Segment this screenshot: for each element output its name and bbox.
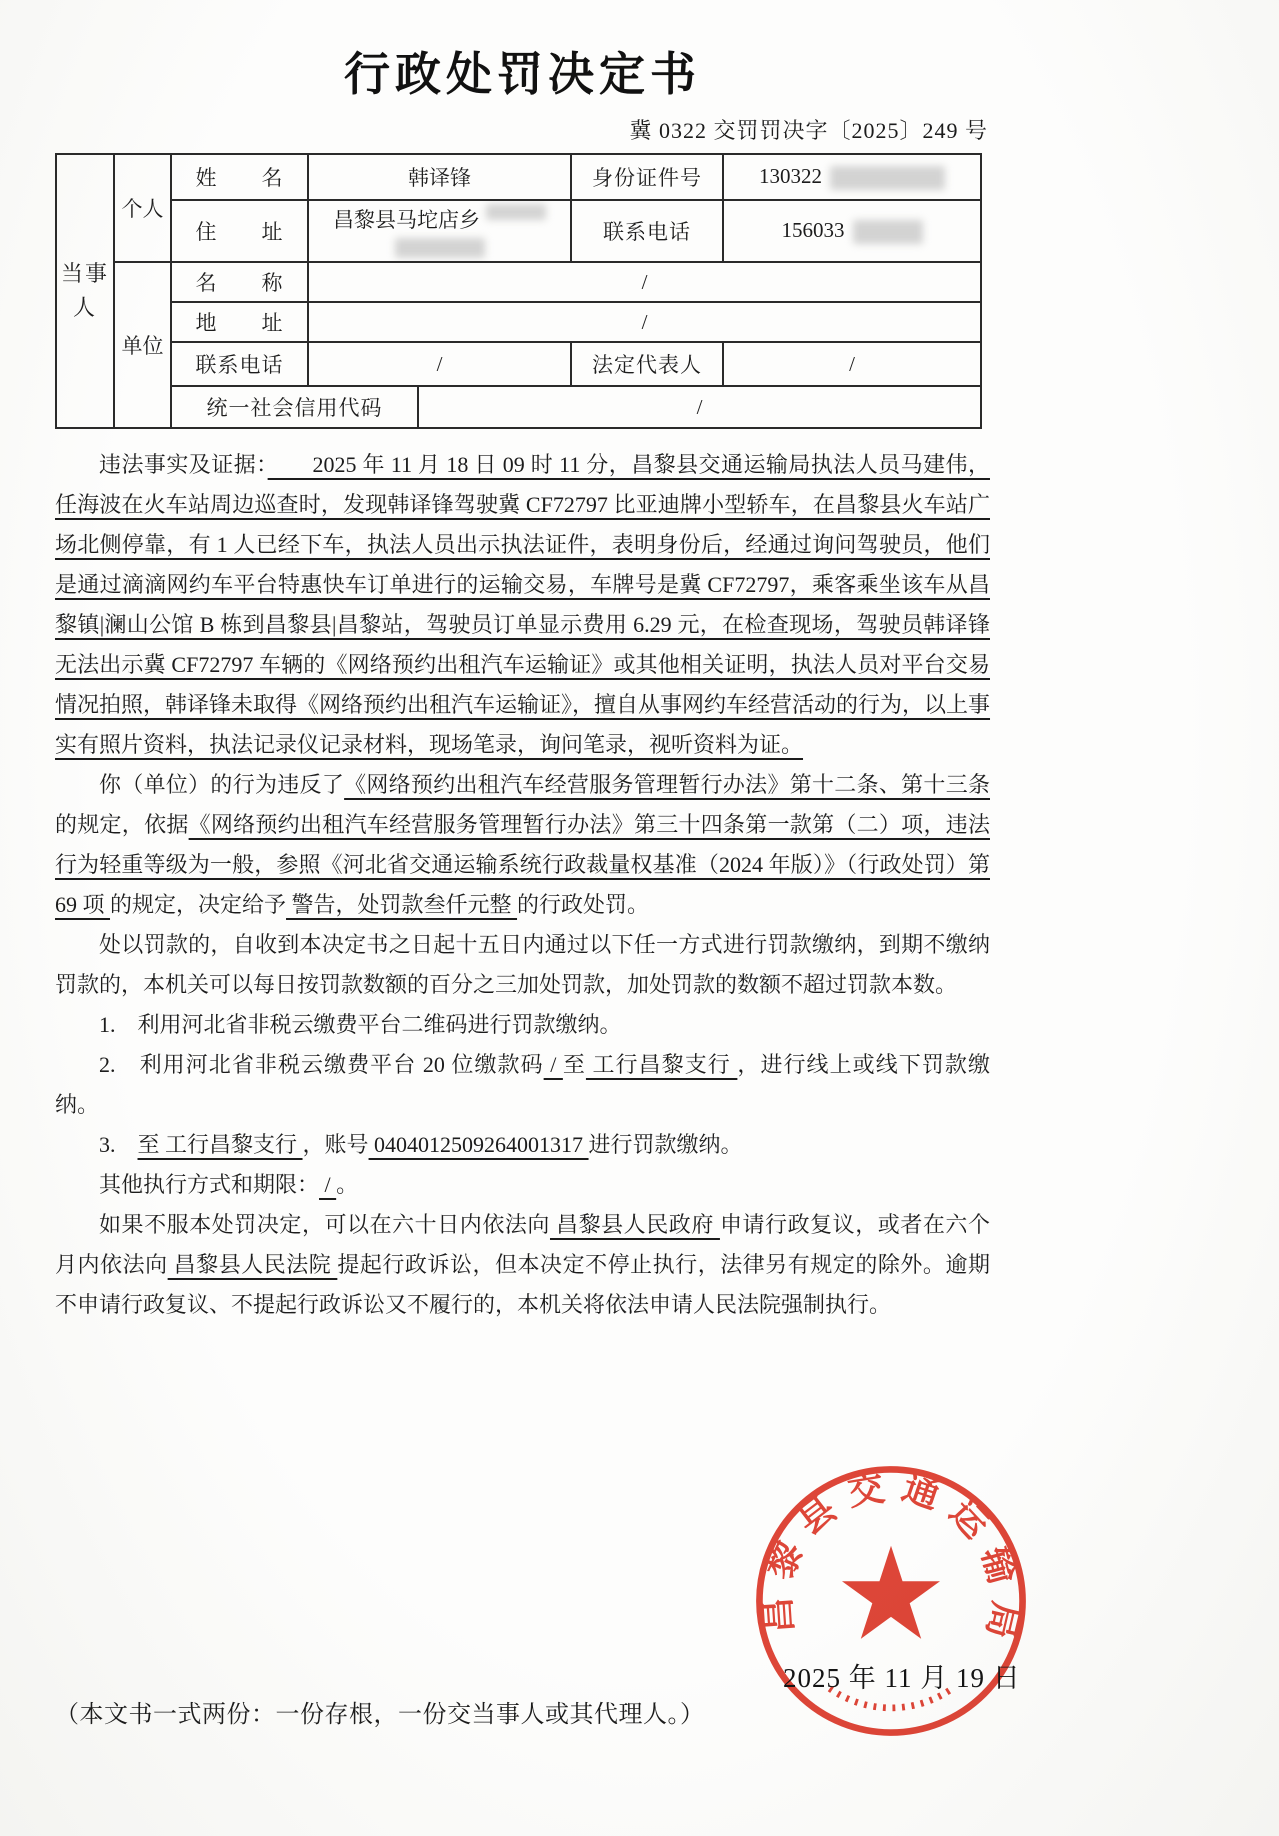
redaction-blur xyxy=(486,204,546,220)
organization-name-value: / xyxy=(308,262,981,302)
payment-method-item-1: 1. 利用河北省非税云缴费平台二维码进行罚款缴纳。 xyxy=(99,1012,622,1037)
organization-phone-value: / xyxy=(308,342,571,386)
individual-group-label: 个人 xyxy=(114,154,171,262)
individual-address-label: 住 址 xyxy=(171,200,308,262)
legal-representative-value: / xyxy=(723,342,981,386)
violation-paragraph: 你（单位）的行为违反了《网络预约出租汽车经营服务管理暂行办法》第十二条、第十三条 的规定，依据《网络预约出租汽车经营服务管理暂行办法》第三十四条第一款第（二）项，违法行为轻重等级为一般，参照《河北省交通运输系统行政裁量权基准（2024 年版）》（行政处罚）第 69 项 的规定，决定给予 警告，处罚款叁仟元整 的行政处罚。 xyxy=(55,772,990,917)
individual-name-value: 韩译锋 xyxy=(308,154,571,200)
table-row xyxy=(56,342,981,386)
document-body xyxy=(55,445,990,1325)
organization-group-label: 单位 xyxy=(114,262,171,428)
table-row xyxy=(56,262,981,302)
individual-phone-visible-digits: 156033 xyxy=(781,217,845,242)
redaction-blur xyxy=(853,220,923,244)
copies-note: （本文书一式两份：一份存根，一份交当事人或其代理人。） xyxy=(55,1702,705,1728)
organization-phone-label: 联系电话 xyxy=(171,342,308,386)
table-row xyxy=(56,302,981,342)
organization-name-label: 名 称 xyxy=(171,262,308,302)
individual-phone-value xyxy=(723,200,981,262)
facts-paragraph: 违法事实及证据： 2025 年 11 月 18 日 09 时 11 分，昌黎县交通运输局执法人员马建伟，任海波在火车站周边巡查时，发现韩译锋驾驶冀 CF72797 比亚迪牌小型轿车，在昌黎县火车站广场北侧停靠，有 1 人已经下车，执法人员出示执法证件，表明身份后，经通过询问驾驶员，他们是通过滴滴网约车平台特惠快车订单进行的运输交易，车牌号是冀 CF72797，乘客乘坐该车从昌黎镇|澜山公馆 B 栋到昌黎县|昌黎站，驾驶员订单显示费用 6.29 元，在检查现场，驾驶员韩译锋无法出示冀 CF72797 车辆的《网络预约出租汽车运输证》或其他相关证明，执法人员对平台交易情况拍照，韩译锋未取得《网络预约出租汽车运输证》，擅自从事网约车经营活动的行为，以上事实有照片资料，执法记录仪记录材料，现场笔录，询问笔录，视听资料为证。 xyxy=(55,452,991,757)
seal-authority-text: 昌黎县交通运输局 xyxy=(755,1464,1028,1656)
appeal-paragraph: 如果不服本处罚决定，可以在六十日内依法向 昌黎县人民政府 申请行政复议，或者在六个月内依法向 昌黎县人民法院 提起行政诉讼，但本决定不停止执行，法律另有规定的除外。逾期不申请行政复议、不提起行政诉讼又不履行的，本机关将依法申请人民法院强制执行。 xyxy=(55,1212,990,1317)
payment-intro-paragraph: 处以罚款的，自收到本决定书之日起十五日内通过以下任一方式进行罚款缴纳，到期不缴纳罚款的，本机关可以每日按罚款数额的百分之三加处罚款，加处罚款的数额不超过罚款本数。 xyxy=(55,932,990,997)
individual-address-visible-text: 昌黎县马坨店乡 xyxy=(333,207,480,232)
legal-representative-label: 法定代表人 xyxy=(571,342,723,386)
table-row xyxy=(56,386,981,428)
individual-name-label: 姓 名 xyxy=(171,154,308,200)
individual-phone-label: 联系电话 xyxy=(571,200,723,262)
redaction-blur xyxy=(830,166,945,190)
other-execution-line: 其他执行方式和期限： / 。 xyxy=(99,1172,359,1197)
individual-id-label: 身份证件号 xyxy=(571,154,723,200)
payment-method-item-2: 2. 利用河北省非税云缴费平台 20 位缴款码 / 至 工行昌黎支行 ，进行线上或线下罚款缴纳。 xyxy=(55,1052,990,1117)
decision-date: 2025 年 11 月 19 日 xyxy=(783,1663,1021,1693)
credit-code-value: / xyxy=(418,386,981,428)
party-info-table xyxy=(55,153,982,429)
payment-method-item-3: 3. 至 工行昌黎支行 ，账号 0404012509264001317 进行罚款缴纳。 xyxy=(99,1132,743,1157)
individual-id-value xyxy=(723,154,981,200)
organization-address-value: / xyxy=(308,302,981,342)
official-seal xyxy=(748,1458,1034,1744)
credit-code-label: 统一社会信用代码 xyxy=(171,386,418,428)
document-number: 冀 0322 交罚罚决字〔2025〕249 号 xyxy=(629,118,988,143)
page-title: 行政处罚决定书 xyxy=(344,48,701,100)
redaction-blur xyxy=(395,238,485,258)
individual-id-visible-digits: 130322 xyxy=(759,163,822,188)
seal-star-icon xyxy=(842,1546,940,1639)
table-row xyxy=(56,154,981,200)
table-row xyxy=(56,200,981,262)
individual-address-value xyxy=(308,200,571,262)
organization-address-label: 地 址 xyxy=(171,302,308,342)
document-content xyxy=(55,38,990,1325)
party-group-label: 当事人 xyxy=(56,154,114,428)
